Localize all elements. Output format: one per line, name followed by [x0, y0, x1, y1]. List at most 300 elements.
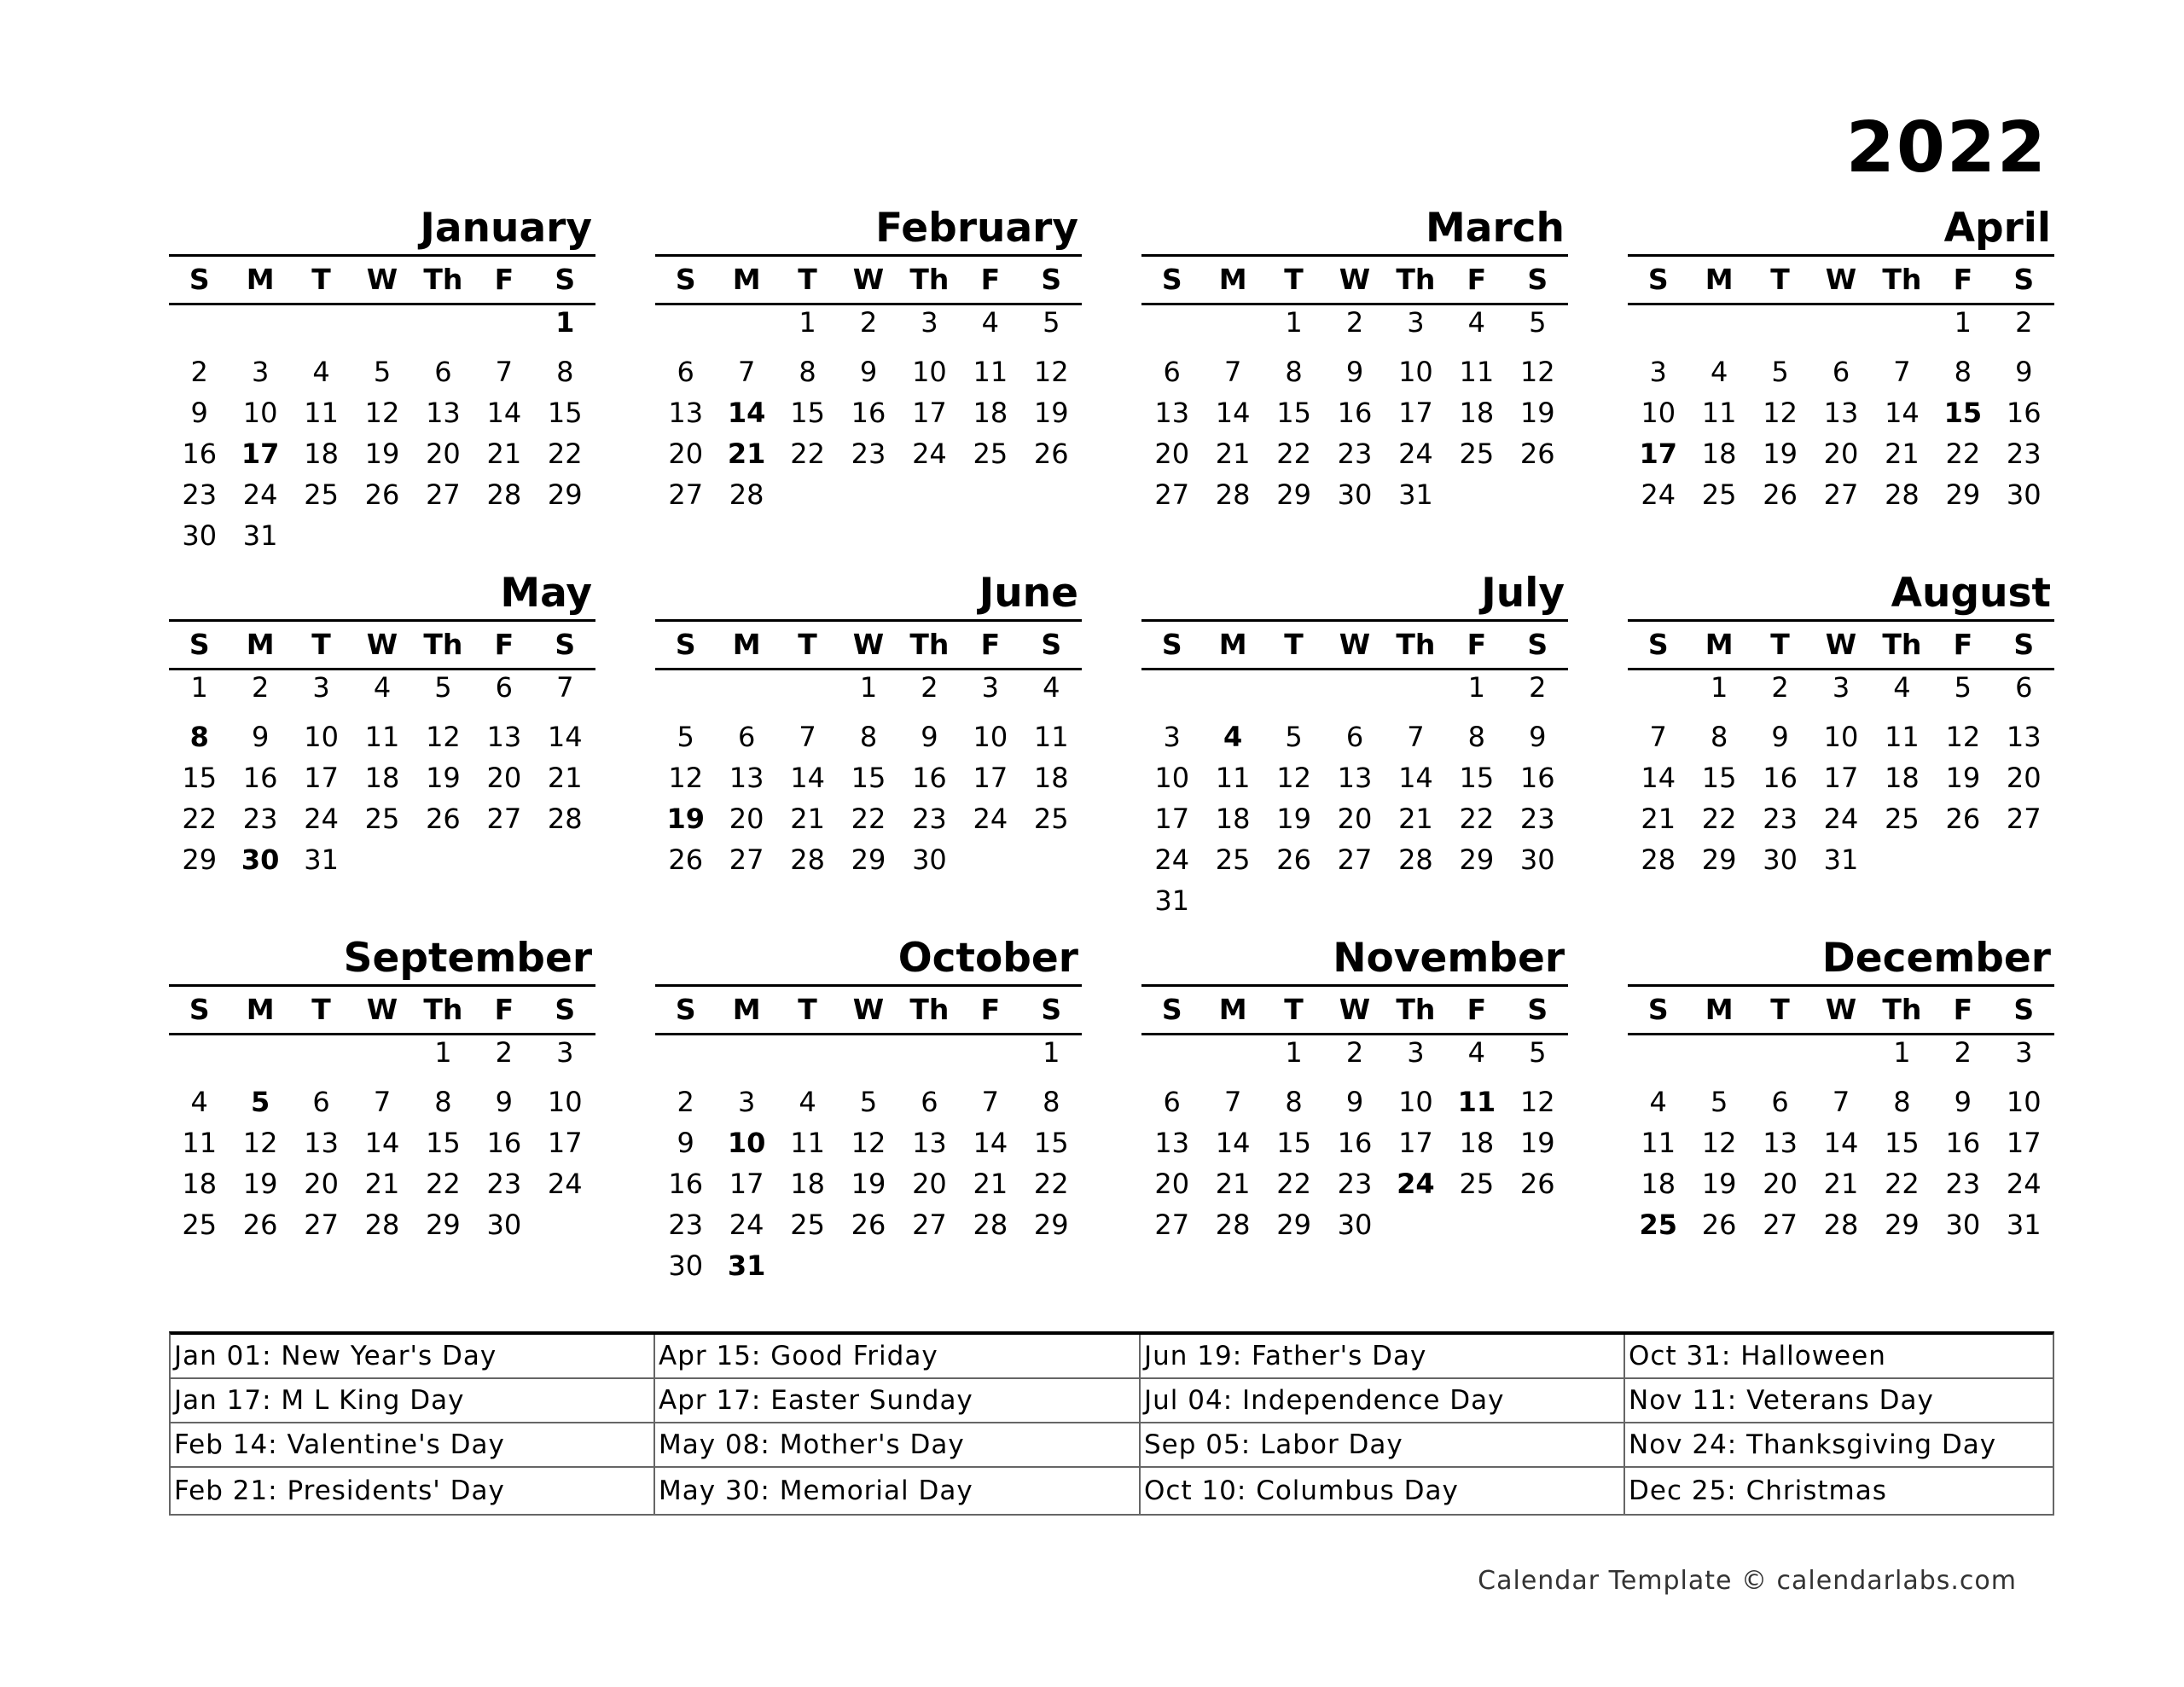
day-cell: 16 [1337, 397, 1373, 429]
day-cell: 6 [312, 1086, 330, 1118]
day-cell: 15 [1276, 397, 1311, 429]
empty-day-cell [716, 1035, 776, 1081]
day-cell: 17 [1639, 438, 1677, 470]
weekday-label: F [1467, 263, 1487, 296]
week-row [1141, 1204, 1568, 1245]
empty-day-cell [1446, 880, 1507, 921]
day-cell: 29 [1459, 844, 1495, 876]
weekday-label: T [1770, 263, 1790, 296]
holiday-column [1625, 1335, 2053, 1514]
day-cell: 25 [1215, 844, 1251, 876]
day-cell: 17 [1398, 1127, 1433, 1159]
month-title: December [1628, 933, 2054, 987]
day-cell: 24 [1641, 478, 1676, 511]
empty-day-cell [655, 670, 716, 716]
day-cell: 15 [426, 1127, 461, 1159]
day-cell: 19 [1701, 1168, 1737, 1200]
week-row [1628, 1204, 2054, 1245]
day-cell: 8 [1467, 721, 1486, 753]
week-row [655, 305, 1082, 351]
day-cell: 13 [912, 1127, 947, 1159]
day-cell: 3 [921, 306, 938, 339]
holiday-entry: Jan 01: New Year's Day [171, 1335, 653, 1379]
day-cell: 9 [1771, 721, 1789, 753]
weekday-label: Th [909, 263, 950, 296]
weekday-label: S [189, 628, 210, 661]
week-row [169, 1122, 595, 1163]
day-cell: 16 [486, 1127, 522, 1159]
day-cell: 13 [486, 721, 522, 753]
day-cell: 26 [426, 803, 461, 835]
day-cell: 21 [973, 1168, 1008, 1200]
empty-day-cell [1872, 305, 1932, 351]
day-cell: 27 [426, 478, 461, 511]
day-cell: 30 [1519, 844, 1555, 876]
day-cell: 6 [677, 356, 694, 388]
day-cell: 12 [1276, 762, 1311, 794]
empty-day-cell [1202, 305, 1263, 351]
weekday-label: S [675, 263, 696, 296]
week-row [1141, 757, 1568, 798]
day-cell: 8 [1710, 721, 1728, 753]
day-cell: 13 [668, 397, 704, 429]
day-cell: 5 [859, 1086, 878, 1118]
weekday-label: Th [423, 263, 463, 296]
day-cell: 2 [859, 306, 878, 339]
empty-day-cell [1507, 474, 1568, 515]
weekday-label: F [1953, 263, 1973, 296]
week-row [655, 716, 1082, 757]
weekday-label: W [366, 628, 398, 661]
day-cell: 19 [1763, 438, 1798, 470]
month-title: July [1141, 568, 1568, 622]
day-cell: 28 [1215, 478, 1251, 511]
day-cell: 19 [1945, 762, 1981, 794]
empty-day-cell [960, 474, 1020, 515]
weekday-label: Th [909, 628, 950, 661]
day-cell: 25 [364, 803, 400, 835]
weekday-label: W [1339, 993, 1371, 1026]
empty-day-cell [291, 1035, 351, 1081]
empty-day-cell [838, 474, 898, 515]
day-cell: 12 [1701, 1127, 1737, 1159]
week-row [1141, 798, 1568, 839]
week-row [655, 1245, 1082, 1286]
day-cell: 10 [912, 356, 947, 388]
day-cell: 9 [1345, 1086, 1364, 1118]
day-cell: 25 [304, 478, 339, 511]
day-cell: 12 [1519, 1086, 1555, 1118]
week-row [1141, 1163, 1568, 1204]
day-cell: 30 [241, 844, 280, 876]
holiday-entry: Apr 15: Good Friday [655, 1335, 1139, 1379]
day-cell: 13 [1154, 397, 1190, 429]
holiday-entry: Jan 17: M L King Day [171, 1379, 653, 1423]
weekday-label: F [980, 993, 1001, 1026]
empty-day-cell [1507, 880, 1568, 921]
day-cell: 11 [1457, 1086, 1496, 1118]
weekday-label: S [1647, 628, 1669, 661]
week-row [169, 670, 595, 716]
day-cell: 18 [182, 1168, 218, 1200]
day-cell: 18 [790, 1168, 825, 1200]
weekday-header [1628, 622, 2054, 670]
holiday-entry: May 08: Mother's Day [655, 1423, 1139, 1468]
empty-day-cell [1628, 670, 1688, 716]
day-cell: 5 [373, 356, 392, 388]
week-row [169, 351, 595, 392]
empty-day-cell [351, 515, 412, 556]
weekday-label: Th [1882, 263, 1922, 296]
day-cell: 22 [182, 803, 218, 835]
day-cell: 14 [486, 397, 522, 429]
month-november [1141, 933, 1568, 1245]
month-september [169, 933, 595, 1245]
day-cell: 10 [547, 1086, 583, 1118]
weekday-header [1141, 987, 1568, 1035]
day-cell: 15 [1276, 1127, 1311, 1159]
day-cell: 29 [851, 844, 886, 876]
day-cell: 9 [1345, 356, 1364, 388]
weekday-label: F [1953, 628, 1973, 661]
day-cell: 4 [1223, 721, 1243, 753]
empty-day-cell [777, 1035, 838, 1081]
day-cell: 5 [434, 671, 452, 704]
week-row [169, 392, 595, 433]
empty-day-cell [473, 515, 534, 556]
week-row [1628, 305, 2054, 351]
day-cell: 2 [1345, 306, 1364, 339]
day-cell: 24 [304, 803, 339, 835]
day-cell: 21 [547, 762, 583, 794]
day-cell: 14 [1398, 762, 1433, 794]
day-cell: 1 [1710, 671, 1728, 704]
day-cell: 26 [242, 1209, 278, 1241]
weekday-label: W [366, 993, 398, 1026]
day-cell: 25 [182, 1209, 218, 1241]
footer-credit: Calendar Template © calendarlabs.com [1478, 1566, 2017, 1596]
day-cell: 25 [1459, 1168, 1495, 1200]
weekday-label: W [366, 263, 398, 296]
weekday-label: M [732, 628, 761, 661]
day-cell: 14 [1885, 397, 1920, 429]
day-cell: 6 [1345, 721, 1364, 753]
day-cell: 13 [426, 397, 461, 429]
empty-day-cell [473, 305, 534, 351]
day-cell: 11 [790, 1127, 825, 1159]
day-cell: 11 [364, 721, 400, 753]
month-title: April [1628, 203, 2054, 257]
day-cell: 5 [1043, 306, 1060, 339]
day-cell: 30 [2006, 478, 2042, 511]
weekday-header [1141, 257, 1568, 305]
day-cell: 11 [1033, 721, 1069, 753]
empty-day-cell [1872, 839, 1932, 880]
day-cell: 18 [1459, 397, 1495, 429]
day-cell: 28 [790, 844, 825, 876]
week-row [655, 433, 1082, 474]
day-cell: 1 [434, 1036, 452, 1069]
day-cell: 12 [1033, 356, 1069, 388]
day-cell: 15 [1459, 762, 1495, 794]
day-cell: 31 [727, 1249, 766, 1282]
day-cell: 12 [364, 397, 400, 429]
day-cell: 6 [1163, 356, 1181, 388]
day-cell: 1 [1285, 1036, 1303, 1069]
weekday-label: M [1705, 993, 1734, 1026]
empty-day-cell [1932, 839, 1993, 880]
day-cell: 24 [2006, 1168, 2042, 1200]
day-cell: 8 [859, 721, 878, 753]
day-cell: 27 [1154, 1209, 1190, 1241]
weekday-label: S [2013, 628, 2035, 661]
day-cell: 1 [799, 306, 816, 339]
weekday-label: S [555, 993, 576, 1026]
week-row [655, 670, 1082, 716]
day-cell: 10 [2006, 1086, 2042, 1118]
empty-day-cell [1446, 474, 1507, 515]
weekday-label: S [675, 628, 696, 661]
empty-day-cell [960, 839, 1020, 880]
weekday-header [169, 622, 595, 670]
empty-day-cell [1324, 670, 1385, 716]
day-cell: 8 [556, 356, 574, 388]
day-cell: 12 [1763, 397, 1798, 429]
weekday-label: T [311, 993, 331, 1026]
day-cell: 28 [1215, 1209, 1251, 1241]
weekday-label: F [494, 263, 514, 296]
day-cell: 14 [973, 1127, 1008, 1159]
day-cell: 25 [1701, 478, 1737, 511]
day-cell: 22 [851, 803, 886, 835]
empty-day-cell [1810, 305, 1871, 351]
day-cell: 5 [1285, 721, 1303, 753]
day-cell: 18 [1701, 438, 1737, 470]
week-row [1628, 1081, 2054, 1122]
weekday-label: T [798, 993, 817, 1026]
day-cell: 24 [547, 1168, 583, 1200]
day-cell: 28 [729, 478, 764, 511]
empty-day-cell [291, 305, 351, 351]
weekday-label: S [1527, 263, 1548, 296]
empty-day-cell [1021, 839, 1082, 880]
day-cell: 16 [912, 762, 947, 794]
weekday-label: M [1705, 628, 1734, 661]
week-row [169, 839, 595, 880]
weekday-label: S [1161, 993, 1182, 1026]
day-cell: 24 [729, 1209, 764, 1241]
day-cell: 13 [1154, 1127, 1190, 1159]
weekday-label: M [1705, 263, 1734, 296]
day-cell: 25 [790, 1209, 825, 1241]
day-cell: 10 [1823, 721, 1859, 753]
day-cell: 23 [1337, 1168, 1373, 1200]
day-cell: 29 [1701, 844, 1737, 876]
day-cell: 2 [677, 1086, 694, 1118]
weekday-label: S [1041, 993, 1062, 1026]
week-row [169, 433, 595, 474]
day-cell: 27 [668, 478, 704, 511]
day-cell: 28 [486, 478, 522, 511]
day-cell: 7 [1649, 721, 1667, 753]
month-february [655, 203, 1082, 515]
week-row [1141, 1122, 1568, 1163]
day-cell: 10 [1398, 356, 1433, 388]
day-cell: 26 [1945, 803, 1981, 835]
day-cell: 17 [547, 1127, 583, 1159]
day-cell: 22 [426, 1168, 461, 1200]
week-row [1628, 716, 2054, 757]
day-cell: 17 [973, 762, 1008, 794]
day-cell: 6 [921, 1086, 938, 1118]
holiday-entry: May 30: Memorial Day [659, 1475, 973, 1506]
empty-day-cell [535, 1204, 595, 1245]
day-cell: 19 [1276, 803, 1311, 835]
day-cell: 27 [729, 844, 764, 876]
day-cell: 25 [1639, 1209, 1677, 1241]
day-cell: 27 [1823, 478, 1859, 511]
day-cell: 4 [981, 306, 1000, 339]
empty-day-cell [1750, 305, 1810, 351]
empty-day-cell [777, 474, 838, 515]
day-cell: 20 [486, 762, 522, 794]
day-cell: 11 [304, 397, 339, 429]
day-cell: 15 [1033, 1127, 1069, 1159]
day-cell: 25 [1885, 803, 1920, 835]
day-cell: 7 [799, 721, 816, 753]
day-cell: 16 [1945, 1127, 1981, 1159]
week-row [169, 757, 595, 798]
week-row [1628, 1122, 2054, 1163]
weekday-label: F [494, 628, 514, 661]
week-row [1141, 1081, 1568, 1122]
month-july [1141, 568, 1568, 921]
empty-day-cell [899, 1035, 960, 1081]
day-cell: 9 [677, 1127, 694, 1159]
day-cell: 9 [1529, 721, 1547, 753]
day-cell: 5 [1710, 1086, 1728, 1118]
day-cell: 1 [555, 306, 575, 339]
month-august [1628, 568, 2054, 880]
holiday-entry: Feb 14: Valentine's Day [171, 1423, 653, 1468]
weekday-label: Th [1396, 993, 1436, 1026]
weekday-label: W [1825, 263, 1857, 296]
day-cell: 21 [1398, 803, 1433, 835]
day-cell: 23 [668, 1209, 704, 1241]
day-cell: 7 [495, 356, 514, 388]
day-cell: 8 [1954, 356, 1972, 388]
day-cell: 26 [1276, 844, 1311, 876]
day-cell: 14 [727, 397, 766, 429]
empty-day-cell [1202, 1035, 1263, 1081]
day-cell: 8 [1893, 1086, 1911, 1118]
week-row [1628, 474, 2054, 515]
weekday-label: S [189, 993, 210, 1026]
day-cell: 17 [1154, 803, 1190, 835]
weekday-header [1628, 987, 2054, 1035]
day-cell: 27 [2006, 803, 2042, 835]
week-row [1141, 670, 1568, 716]
day-cell: 24 [973, 803, 1008, 835]
holiday-entry: Oct 10: Columbus Day [1144, 1475, 1459, 1506]
weekday-label: T [311, 263, 331, 296]
weekday-header [655, 987, 1082, 1035]
week-row [1141, 1035, 1568, 1081]
day-cell: 24 [912, 438, 947, 470]
day-cell: 27 [912, 1209, 947, 1241]
empty-day-cell [655, 1035, 716, 1081]
day-cell: 13 [2006, 721, 2042, 753]
day-cell: 7 [1407, 721, 1425, 753]
day-cell: 18 [1033, 762, 1069, 794]
day-cell: 13 [729, 762, 764, 794]
day-cell: 19 [426, 762, 461, 794]
month-january [169, 203, 595, 556]
week-row [655, 1163, 1082, 1204]
day-cell: 7 [1223, 1086, 1242, 1118]
day-cell: 8 [189, 721, 209, 753]
day-cell: 27 [486, 803, 522, 835]
month-title: November [1141, 933, 1568, 987]
day-cell: 7 [1893, 356, 1911, 388]
day-cell: 31 [242, 519, 278, 552]
day-cell: 11 [1215, 762, 1251, 794]
day-cell: 1 [859, 671, 878, 704]
empty-day-cell [1385, 1204, 1446, 1245]
holiday-entry: Jul 04: Independence Day [1141, 1379, 1623, 1423]
week-row [169, 305, 595, 351]
day-cell: 18 [1885, 762, 1920, 794]
day-cell: 11 [973, 356, 1008, 388]
day-cell: 1 [190, 671, 208, 704]
weekday-label: Th [423, 993, 463, 1026]
empty-day-cell [229, 305, 290, 351]
day-cell: 22 [790, 438, 825, 470]
holiday-entry: Nov 24: Thanksgiving Day [1625, 1423, 2053, 1468]
day-cell: 3 [1407, 306, 1425, 339]
weekday-label: S [1161, 628, 1182, 661]
day-cell: 20 [1154, 438, 1190, 470]
day-cell: 20 [426, 438, 461, 470]
day-cell: 20 [2006, 762, 2042, 794]
day-cell: 21 [727, 438, 766, 470]
month-title: May [169, 568, 595, 622]
day-cell: 4 [1467, 306, 1486, 339]
weekday-header [1628, 257, 2054, 305]
week-row [1141, 474, 1568, 515]
day-cell: 21 [1215, 1168, 1251, 1200]
week-row [655, 1081, 1082, 1122]
day-cell: 29 [1276, 478, 1311, 511]
day-cell: 23 [912, 803, 947, 835]
day-cell: 8 [1285, 1086, 1303, 1118]
day-cell: 20 [912, 1168, 947, 1200]
day-cell: 22 [1276, 438, 1311, 470]
week-row [1628, 798, 2054, 839]
day-cell: 22 [1459, 803, 1495, 835]
day-cell: 17 [1398, 397, 1433, 429]
day-cell: 20 [729, 803, 764, 835]
day-cell: 21 [1823, 1168, 1859, 1200]
week-row [1141, 839, 1568, 880]
day-cell: 16 [182, 438, 218, 470]
day-cell: 26 [1519, 1168, 1555, 1200]
empty-day-cell [473, 839, 534, 880]
day-cell: 17 [304, 762, 339, 794]
empty-day-cell [1141, 1035, 1202, 1081]
holiday-entry: Apr 17: Easter Sunday [655, 1379, 1139, 1423]
week-row [655, 1122, 1082, 1163]
